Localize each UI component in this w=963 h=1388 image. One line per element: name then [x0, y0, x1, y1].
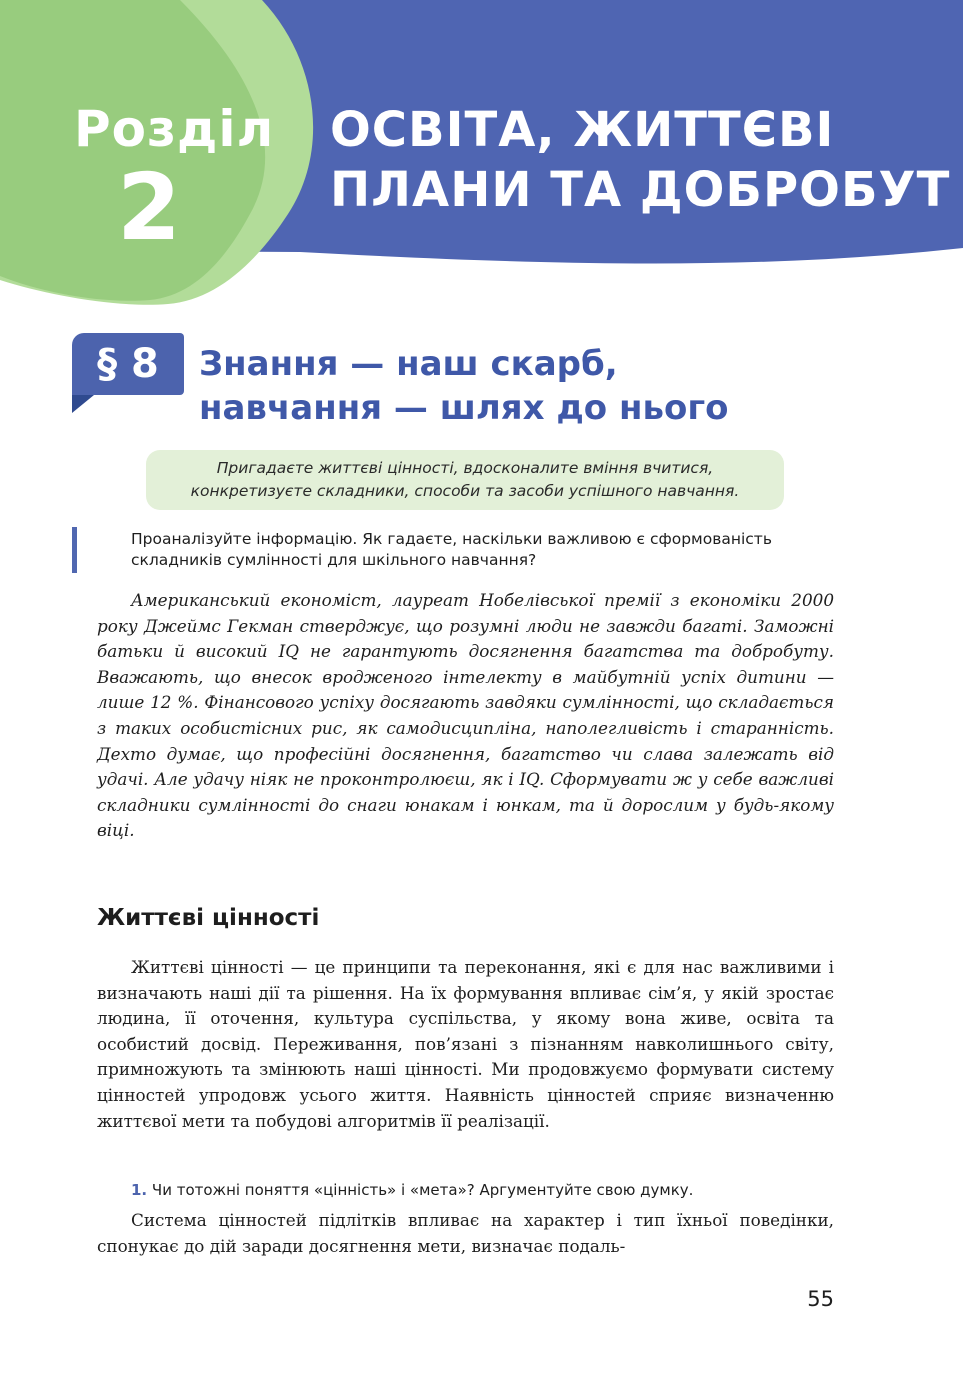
story-paragraph: Американський економіст, лауреат Нобелівської премії з економіки 2000 року Джеймс Гекман стверджує, що розумні люди не завжди багаті. Заможні батьки й високий IQ не гарантують досягнення багатства та добробуту. Вважають, що внесок вродженого інтелекту в майбутній успіх дитини — лише 12 %. Фінансового успіху досягають завдяки сумлінності, що складається з таких особистісних рис, як самодисципліна, наполегливість і старанність. Дехто думає, що професійні досягнення, багатство чи слава залежать від удачі. Але удачу ніяк не проконтролюєш, як і IQ. Сформувати ж у себе важливі складники сумлінності до снаги юнакам і юнкам, та й дорослим у будь-якому віці. — [97, 590, 834, 841]
task-marker-bar — [72, 527, 77, 573]
chapter-title-line-2: ПЛАНИ ТА ДОБРОБУТ — [330, 162, 951, 218]
paragraph-badge-tail — [72, 395, 94, 413]
learning-goals-box — [146, 450, 784, 510]
task-text: Проаналізуйте інформацію. Як гадаєте, наскільки важливою є сформованість складників сумлінності для шкільного навчання? — [131, 530, 772, 569]
goals-line-1: Пригадаєте життєві цінності, вдосконалите вміння вчитися, — [216, 459, 714, 477]
section-title-line-2: навчання — шлях до нього — [199, 388, 729, 428]
question-text: Чи тотожні поняття «цінність» і «мета»? Аргументуйте свою думку. — [151, 1181, 694, 1199]
subsection-heading: Життєві цінності — [97, 905, 320, 931]
paragraph-badge-label: § 8 — [97, 341, 159, 387]
goals-line-2: конкретизуєте складники, способи та засоби успішного навчання. — [190, 482, 740, 500]
question-1 — [131, 1181, 693, 1199]
body-paragraph-2: Система цінностей підлітків впливає на характер і тип їхньої поведінки, спонукає до дій заради досягнення мети, визначає подаль- — [97, 1210, 834, 1256]
paragraph-badge — [72, 333, 184, 395]
chapter-word: Розділ — [74, 100, 275, 158]
section-title-line-1: Знання — наш скарб, — [199, 344, 618, 384]
chapter-number: 2 — [116, 154, 181, 261]
chapter-title — [330, 100, 951, 220]
body-paragraph-1: Життєві цінності — це принципи та переконання, які є для нас важливими і визначають наші дії та рішення. На їх формування впливає сім’я, у якій зростає людина, її оточення, культура суспільства, у якому вона живе, освіта та особистий досвід. Переживання, пов’язані з пізнанням навколишнього світу, примножують та змінюють наші цінності. Ми продовжуємо формувати систему цінностей упродовж усього життя. Наявність цінностей сприяє визначенню життєвої мети та побудові алгоритмів її реалізації. — [97, 957, 834, 1131]
question-number: 1. — [131, 1181, 148, 1199]
page-number: 55 — [807, 1287, 834, 1311]
section-title — [199, 342, 899, 430]
chapter-title-line-1: ОСВІТА, ЖИТТЄВІ — [330, 102, 835, 158]
